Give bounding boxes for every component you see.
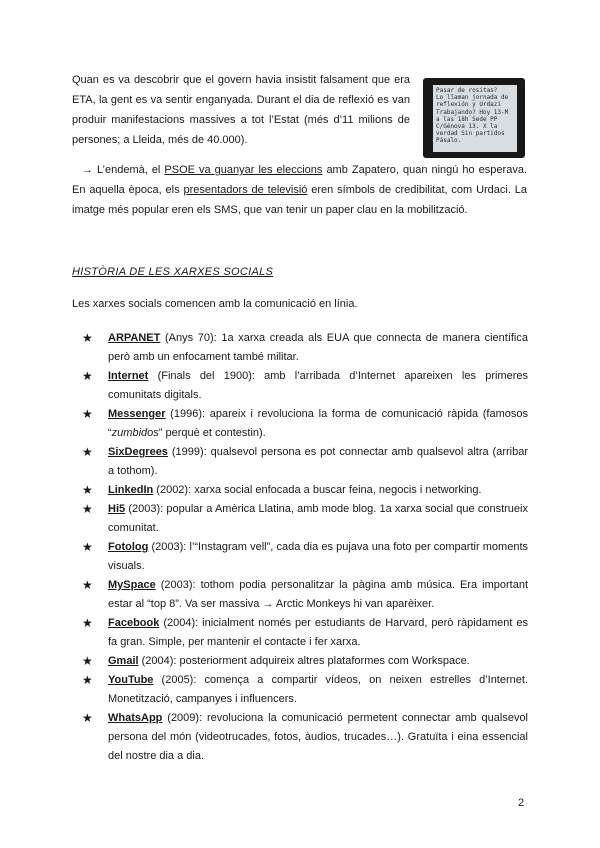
list-item	[82, 329, 528, 367]
item-text: (1996): apareix i revoluciona la forma de comunicació ràpida (famosos “	[108, 408, 528, 439]
star-icon: ★	[82, 654, 93, 668]
page-number: 2	[518, 797, 525, 809]
star-icon: ★	[82, 331, 93, 345]
list-item	[82, 652, 528, 671]
item-text: (2003): tothom podia personalitzar la pàgina amb música. Era important estar al “top 8”. Va ser massiva → Arctic Monkeys hi van aparèixer.	[108, 579, 528, 610]
star-icon: ★	[82, 407, 93, 421]
list-item	[82, 367, 528, 405]
intro-paragraph: Quan es va descobrir que el govern havia insistit falsament que era ETA, la gent es va sentir enganyada. Durant el dia de reflexió es van produir manifestacions massives a tot l’Estat (més d’11 milions de persones; a Lleida, més de 40.000).	[72, 74, 410, 146]
list-item	[82, 709, 528, 766]
item-text: (2003): l’“Instagram vell”, cada dia es pujava una foto per compartir moments visuals.	[108, 541, 528, 572]
section-lead: Les xarxes socials comencen amb la comunicació en línia.	[72, 298, 358, 310]
sms-screen-text: Pasar de rositas? Lo llaman jornada de reflexión y Urdazi Trabajando? Hoy 13-M a las 18h Sede PP C/Génova 13. X la verdad Sin partidos Pásalo.	[433, 85, 517, 152]
list-item	[82, 443, 528, 481]
item-text: (2003): popular a Amèrica Llatina, amb mode blog. 1a xarxa social que construeix comunitat.	[108, 503, 528, 534]
item-text: (Finals del 1900): amb l’arribada d’Internet apareixen les primeres comunitats digitals.	[108, 370, 528, 401]
list-item	[82, 614, 528, 652]
item-term: SixDegrees	[108, 446, 168, 458]
election-paragraph	[72, 160, 527, 220]
item-term: MySpace	[108, 579, 156, 591]
item-term: ARPANET	[108, 332, 161, 344]
list-item	[82, 576, 528, 614]
list-item	[82, 538, 528, 576]
item-text: (2009): revoluciona la comunicació permetent connectar amb qualsevol persona del món (videotrucades, fotos, àudios, trucades…). Gratuïta i eina essencial del nostre dia a dia.	[108, 712, 528, 762]
arrow-text: → L’endemà, el	[82, 164, 161, 176]
list-item	[82, 481, 528, 500]
section-heading: HISTÒRIA DE LES XARXES SOCIALS	[72, 266, 274, 278]
item-italic: zumbidos	[111, 427, 159, 439]
star-icon: ★	[82, 445, 93, 459]
item-text: (1999): qualsevol persona es pot connectar amb qualsevol altra (arribar a tothom).	[108, 446, 528, 477]
item-term: Hi5	[108, 503, 126, 515]
item-term: YouTube	[108, 674, 154, 686]
item-text-2: ” perquè et contestin).	[158, 427, 266, 439]
item-term: Facebook	[108, 617, 160, 629]
star-icon: ★	[82, 483, 93, 497]
tail-text: eren símbols de credibilitat, com Urdaci. La imatge més popular eren els SMS, que van tenir un paper clau en la mobilització.	[72, 184, 528, 216]
list-item	[82, 671, 528, 709]
list-item	[82, 500, 528, 538]
item-text: (Anys 70): 1a xarxa creada als EUA que connecta de manera científica però amb un enfocament també militar.	[108, 332, 528, 363]
mid-text: amb Zapatero, quan ningú ho esperava. En aquella època, els	[72, 164, 527, 196]
star-icon: ★	[82, 540, 93, 554]
psoe-link-text: PSOE va guanyar les eleccions	[164, 164, 323, 176]
item-text: (2005): comença a compartir vídeos, on neixen estrelles d’Internet. Monetització, campanyes i influencers.	[108, 674, 528, 705]
item-text: (2004): inicialment només per estudiants de Harvard, però ràpidament es fa gran. Simple, per mantenir el contacte i fer xarxa.	[108, 617, 528, 648]
star-icon: ★	[82, 369, 93, 383]
social-networks-list	[82, 329, 528, 766]
sms-phone-photo	[423, 78, 525, 158]
item-term: Messenger	[108, 408, 166, 420]
star-icon: ★	[82, 578, 93, 592]
item-text: (2004): posteriorment adquireix altres plataformes com Workspace.	[138, 655, 470, 667]
item-text: (2002): xarxa social enfocada a buscar feina, negocis i networking.	[153, 484, 482, 496]
item-term: WhatsApp	[108, 712, 163, 724]
item-term: Fotolog	[108, 541, 149, 553]
star-icon: ★	[82, 711, 93, 725]
list-item	[82, 405, 528, 443]
star-icon: ★	[82, 502, 93, 516]
presenters-link-text: presentadors de televisió	[183, 184, 308, 196]
item-term: Internet	[108, 370, 149, 382]
star-icon: ★	[82, 673, 93, 687]
star-icon: ★	[82, 616, 93, 630]
item-term: LinkedIn	[108, 484, 154, 496]
item-term: Gmail	[108, 655, 139, 667]
